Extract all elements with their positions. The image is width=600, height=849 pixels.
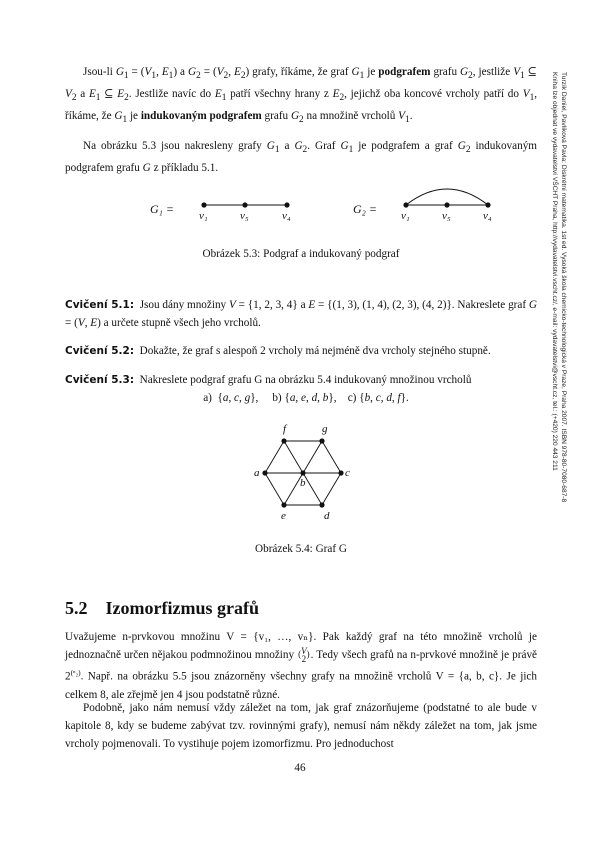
vertex-label-a: a bbox=[254, 467, 260, 479]
binomial-bottom: 2 bbox=[301, 654, 307, 665]
vertex-label-g: g bbox=[322, 423, 328, 435]
vertex-label-b: b bbox=[300, 477, 306, 489]
section-title: Izomorfizmus grafů bbox=[105, 598, 259, 618]
vertex-f bbox=[281, 438, 286, 443]
body-text-part-c: . Např. na obrázku 5.5 jsou znázorněny všechny grafy na množině vrcholů V = {a, b, c}. Je jich celkem 8, ale zřejmě jen 4 jsou podstatně různé. bbox=[65, 670, 537, 701]
exercise-5-3 bbox=[65, 372, 537, 408]
g1-label: G₁ = bbox=[150, 202, 174, 216]
g2-vertex-v4 bbox=[485, 202, 490, 207]
body-text-part-b: . Tedy všech grafů na n-prvkové množině je právě bbox=[310, 649, 538, 661]
g2-vertex-v5 bbox=[444, 202, 449, 207]
g2-vertex-v1 bbox=[403, 202, 408, 207]
g1-vertex-label: v₁ bbox=[199, 210, 208, 222]
vertex-label-e: e bbox=[281, 510, 286, 522]
g2-vertex-label: v₁ bbox=[401, 210, 410, 222]
vertex-g bbox=[319, 438, 324, 443]
sidebar-citation bbox=[544, 72, 568, 632]
vertex-d bbox=[319, 502, 324, 507]
binomial-symbol: (V 2) bbox=[298, 646, 310, 665]
vertex-label-d: d bbox=[324, 510, 330, 522]
body-text-part-a: Uvažujeme n-prvkovou množinu V = {v₁, …, vₙ}. Pak každý graf na této množině vrcholů je jednoznačně určen nějakou podmnožinou množiny bbox=[65, 631, 537, 661]
vertex-b bbox=[300, 470, 305, 475]
g2-vertex-label: v₄ bbox=[483, 210, 492, 222]
figure-5-3-caption: Obrázek 5.3: Podgraf a indukovaný podgraf bbox=[202, 248, 400, 260]
g1-vertex-v4 bbox=[284, 202, 289, 207]
sidebar-citation-line-2: Kniha lze objednat ve vydavatelství VŠCHT Praha, http://vydavatelstvi.vscht.cz/, e-mail: vydavatelstvi@vscht.cz, tel.: (+420) 220 443 211 bbox=[551, 72, 558, 471]
paragraph-isomorphism-intro bbox=[65, 628, 537, 704]
paragraph-subgraph-definition: Jsou-li $G_1 = (V_1$, $E_1$) a $G_2 = (V_2$, $E_2$) grafy, říkáme, že graf $G_1$ je podgrafem grafu $G_2$, jestliže $V_1$ ⊆ $V_2$ a $E_1$ ⊆ $E_2$. Jestliže navíc do $E_1$ patří všechny hrany z $E_2$, jejichž oba koncové vrcholy patří do $V_1$, říkáme, že $G_1$ je indukovaným podgrafem grafu $G_2$ na množině vrcholů $V_1$. bbox=[65, 66, 538, 126]
section-number: 5.2 bbox=[65, 598, 88, 618]
g1-vertex-label: v₅ bbox=[240, 210, 249, 222]
vertex-e bbox=[281, 502, 286, 507]
paragraph-vertex-naming: Podobně, jako nám nemusí vždy záležet na tom, jak graf znázorňujeme (podstatné to ale bude v kapitole 8, kdy se budeme zabývat tzv. rovinnými grafy), nemusí nám někdy záležet na tom, jak jsme vrcholy pojmenovali. To vystihuje pojem izomorfizmu. Pro jednoduchost bbox=[65, 702, 537, 750]
sidebar-citation-line-1: Turzík Daniel, Pavlíková Pavla: Diskrétní matematika. 1st ed. Vysoká škola chemicko-technologická v Praze, Praha 2007. ISBN 978-80-7080-687-8 bbox=[560, 72, 567, 503]
figure-5-3 bbox=[0, 185, 600, 245]
g2-label: G₂ = bbox=[353, 202, 377, 216]
exercise-text: Nakreslete podgraf grafu G na obrázku 5.4 indukovaný množinou vrcholů bbox=[139, 374, 472, 386]
g1-vertex-v5 bbox=[242, 202, 247, 207]
exercise-5-2 bbox=[65, 343, 537, 361]
binomial-top: V bbox=[301, 646, 307, 657]
paragraph-figure-reference: Na obrázku 5.3 jsou nakresleny grafy $G_1$ a $G_2$. Graf $G_1$ je podgrafem a graf $G_2$ indukovaným podgrafem grafu G z příkladu 5.1. bbox=[65, 140, 538, 175]
vertex-a bbox=[262, 470, 267, 475]
exercise-label: Cvičení 5.2: bbox=[65, 345, 135, 357]
section-heading bbox=[65, 598, 259, 619]
exercise-label: Cvičení 5.3: bbox=[65, 374, 135, 386]
g2-vertex-label: v₅ bbox=[442, 210, 451, 222]
figure-5-4 bbox=[0, 420, 600, 530]
exercise-options: a) {a, c, g}, b) {a, e, d, b}, c) {b, c, d, f}. bbox=[203, 391, 409, 404]
exercise-5-1: Cvičení 5.1: Jsou dány množiny V = {1, 2, 3, 4} a E = {(1, 3), (1, 4), (2, 3), (4, 2)}. Nakreslete graf G = (V, E) a určete stupně všech jeho vrcholů. bbox=[65, 299, 538, 329]
page-number: 46 bbox=[294, 762, 306, 774]
figure-5-4-caption: Obrázek 5.4: Graf G bbox=[255, 543, 347, 555]
vertex-c bbox=[338, 470, 343, 475]
vertex-label-f: f bbox=[283, 423, 287, 435]
g1-vertex-v1 bbox=[201, 202, 206, 207]
power-base: 2 bbox=[65, 670, 71, 683]
g1-vertex-label: v₄ bbox=[282, 210, 291, 222]
vertex-label-c: c bbox=[345, 467, 350, 479]
power-exponent: (ⁿ₂) bbox=[70, 668, 81, 677]
exercise-text: Dokažte, že graf s alespoň 2 vrcholy má nejméně dva vrcholy stejného stupně. bbox=[139, 345, 491, 357]
exercise-label: Cvičení 5.1: bbox=[65, 299, 135, 311]
